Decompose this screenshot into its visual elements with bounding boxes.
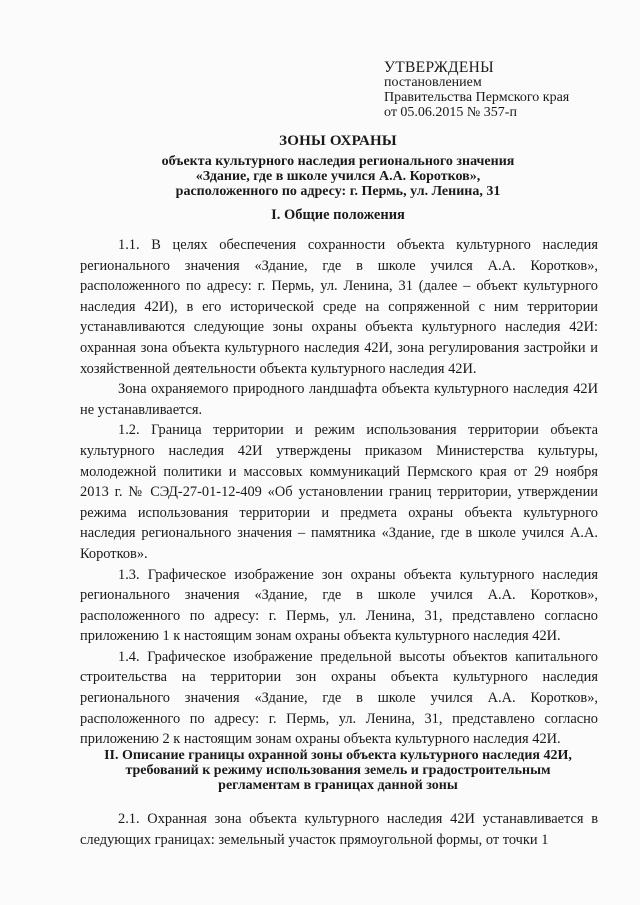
section-2-heading-line-1: II. Описание границы охранной зоны объекта культурного наследия 42И, (104, 748, 572, 763)
approval-line-1: постановлением (384, 75, 482, 90)
paragraph-1-2: 1.2. Граница территории и режим использования территории объекта культурного наследия 42И утверждены приказом Министерства культуры, молодежной политики и массовых коммуникаций Пермского края от 29 ноября 2013 г. № СЭД-27-01-12-409 «Об установлении границ территории, утверждении режима использования территории и предмета охраны объекта культурного наследия регионального значения – памятника «Здание, где в школе учился А.А. Коротков». (80, 422, 598, 562)
section-1-heading: I. Общие положения (271, 207, 405, 223)
paragraph-landscape: Зона охраняемого природного ландшафта объекта культурного наследия 42И не устанавливается. (80, 381, 598, 418)
document-subtitle (76, 154, 600, 199)
subtitle-line-3: расположенного по адресу: г. Пермь, ул. Ленина, 31 (175, 184, 501, 199)
approval-line-3: от 05.06.2015 № 357-п (384, 105, 517, 120)
paragraph-1-4: 1.4. Графическое изображение предельной высоты объектов капитального строительства на территории зон охраны объекта культурного наследия регионального значения «Здание, где в школе учился А.А. Коротков», расположенного по адресу: г. Пермь, ул. Ленина, 31, представлено согласно приложению 2 к настоящим зонам охраны объекта культурного наследия 42И. (80, 648, 598, 748)
section-2-heading-line-3: регламентам в границах данной зоны (218, 778, 458, 793)
section-2-body (80, 809, 598, 850)
subtitle-line-2: «Здание, где в школе учился А.А. Коротков», (195, 169, 481, 184)
paragraph-1-3: 1.3. Графическое изображение зон охраны объекта культурного наследия регионального значения «Здание, где в школе учился А.А. Коротков», расположенного по адресу: г. Пермь, ул. Ленина, 31, представлено согласно приложению 1 к настоящим зонам охраны объекта культурного наследия 42И. (80, 566, 598, 645)
approval-title: УТВЕРЖДЕНЫ (384, 59, 494, 76)
approval-stamp (384, 60, 569, 120)
paragraph-1-1: 1.1. В целях обеспечения сохранности объекта культурного наследия регионального значения «Здание, где в школе учился А.А. Коротков», расположенного по адресу: г. Пермь, ул. Ленина, 31 (далее – объект культурного наследия 42И), в его исторической среде на сопряженной с ним территории устанавливаются следующие зоны охраны объекта культурного наследия 42И: охранная зона объекта культурного наследия 42И, зона регулирования застройки и хозяйственной деятельности объекта культурного наследия 42И. (80, 237, 598, 377)
approval-line-2: Правительства Пермского края (384, 90, 570, 105)
section-2-heading-line-2: требований к режиму использования земель и градостроительным (125, 763, 551, 778)
section-2-heading (76, 748, 600, 793)
paragraph-2-1: 2.1. Охранная зона объекта культурного наследия 42И устанавливается в следующих границах: земельный участок прямоугольной формы, от точки 1 (80, 811, 598, 848)
document-title: ЗОНЫ ОХРАНЫ (279, 133, 397, 149)
section-1-body (80, 235, 598, 750)
subtitle-line-1: объекта культурного наследия регионального значения (161, 154, 515, 169)
